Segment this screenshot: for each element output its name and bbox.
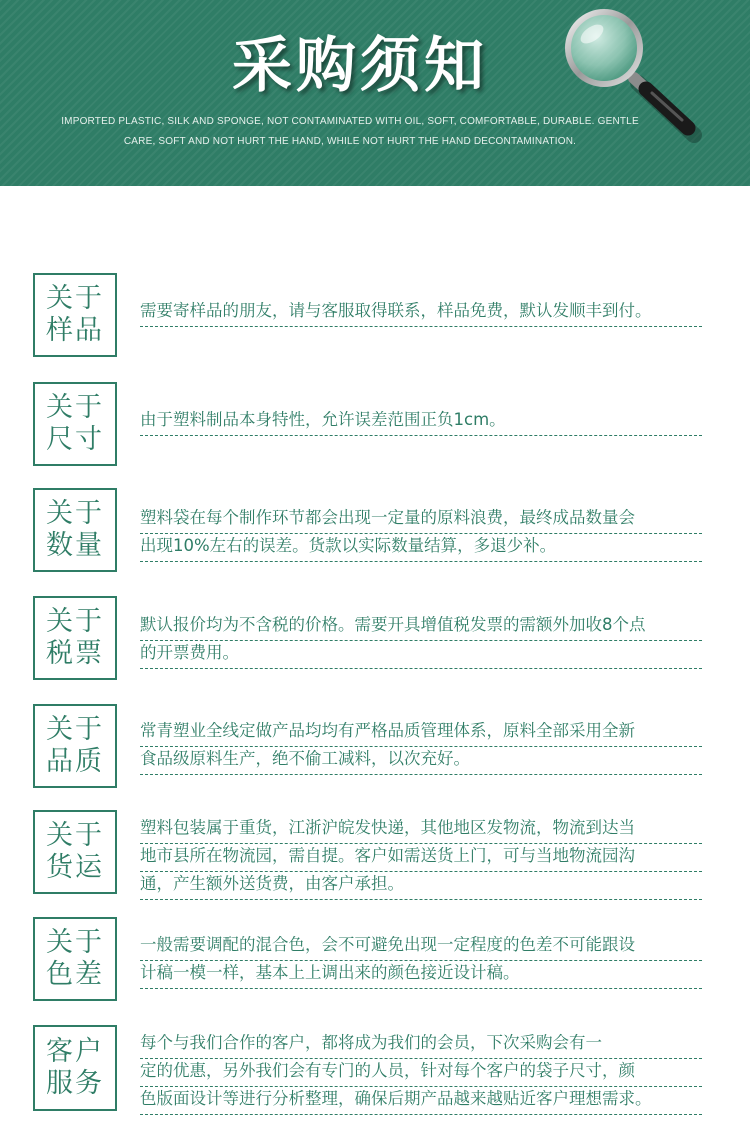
notice-label-line-1: 关于 bbox=[46, 498, 104, 529]
notice-label-line-2: 品质 bbox=[46, 746, 104, 777]
notice-text-line: 由于塑料制品本身特性，允许误差范围正负1cm。 bbox=[140, 408, 702, 436]
notice-label-line-2: 色差 bbox=[46, 959, 104, 990]
notice-text-line: 地市县所在物流园，需自提。客户如需送货上门，可与当地物流园沟 bbox=[140, 844, 702, 872]
magnifier-icon bbox=[562, 8, 712, 148]
notice-label-box bbox=[33, 917, 117, 1001]
notice-label-line-2: 样品 bbox=[46, 315, 104, 346]
notice-text-line: 默认报价均为不含税的价格。需要开具增值税发票的需额外加收8个点 bbox=[140, 613, 702, 641]
notice-label-line-2: 货运 bbox=[46, 852, 104, 883]
notice-label-line-2: 尺寸 bbox=[46, 424, 104, 455]
header-subtitle-line-1: IMPORTED PLASTIC, SILK AND SPONGE, NOT CONTAMINATED WITH OIL, SOFT, COMFORTABLE, DURABLE. GENTLE bbox=[61, 116, 639, 127]
notice-label-line-1: 关于 bbox=[46, 283, 104, 314]
notice-label-line-1: 客户 bbox=[46, 1036, 104, 1067]
notice-label-box bbox=[33, 810, 117, 894]
notice-text-line: 食品级原料生产，绝不偷工减料，以次充好。 bbox=[140, 747, 702, 775]
notice-label-box bbox=[33, 382, 117, 466]
notice-label-box bbox=[33, 488, 117, 572]
notice-text-line: 塑料包装属于重货，江浙沪皖发快递，其他地区发物流，物流到达当 bbox=[140, 816, 702, 844]
header-banner bbox=[0, 0, 750, 186]
notice-label-line-2: 数量 bbox=[46, 530, 104, 561]
notice-text-line: 常青塑业全线定做产品均均有严格品质管理体系，原料全部采用全新 bbox=[140, 719, 702, 747]
notice-text-line: 定的优惠，另外我们会有专门的人员，针对每个客户的袋子尺寸，颜 bbox=[140, 1059, 702, 1087]
notice-label-line-2: 服务 bbox=[46, 1068, 104, 1099]
notice-text-line: 色版面设计等进行分析整理，确保后期产品越来越贴近客户理想需求。 bbox=[140, 1087, 702, 1115]
notice-text-line: 每个与我们合作的客户，都将成为我们的会员，下次采购会有一 bbox=[140, 1031, 702, 1059]
page-title: 采购须知 bbox=[232, 31, 488, 101]
notice-text-line: 通，产生额外送货费，由客户承担。 bbox=[140, 872, 702, 900]
notice-text-line: 一般需要调配的混合色，会不可避免出现一定程度的色差不可能跟设 bbox=[140, 933, 702, 961]
notice-label-line-1: 关于 bbox=[46, 820, 104, 851]
notice-label-line-1: 关于 bbox=[46, 606, 104, 637]
notice-text-line: 出现10%左右的误差。货款以实际数量结算，多退少补。 bbox=[140, 534, 702, 562]
notice-label-line-2: 税票 bbox=[46, 638, 104, 669]
notice-label-line-1: 关于 bbox=[46, 392, 104, 423]
notice-label-line-1: 关于 bbox=[46, 927, 104, 958]
notice-text-line: 计稿一模一样，基本上上调出来的颜色接近设计稿。 bbox=[140, 961, 702, 989]
notice-label-line-1: 关于 bbox=[46, 714, 104, 745]
notice-text-line: 需要寄样品的朋友，请与客服取得联系，样品免费，默认发顺丰到付。 bbox=[140, 299, 702, 327]
notice-label-box bbox=[33, 704, 117, 788]
notice-label-box bbox=[33, 273, 117, 357]
notice-label-box bbox=[33, 596, 117, 680]
notice-text-line: 塑料袋在每个制作环节都会出现一定量的原料浪费，最终成品数量会 bbox=[140, 506, 702, 534]
notice-label-box bbox=[33, 1025, 117, 1111]
header-subtitle-line-2: CARE, SOFT AND NOT HURT THE HAND, WHILE NOT HURT THE HAND DECONTAMINATION. bbox=[123, 136, 577, 147]
notice-text-line: 的开票费用。 bbox=[140, 641, 702, 669]
